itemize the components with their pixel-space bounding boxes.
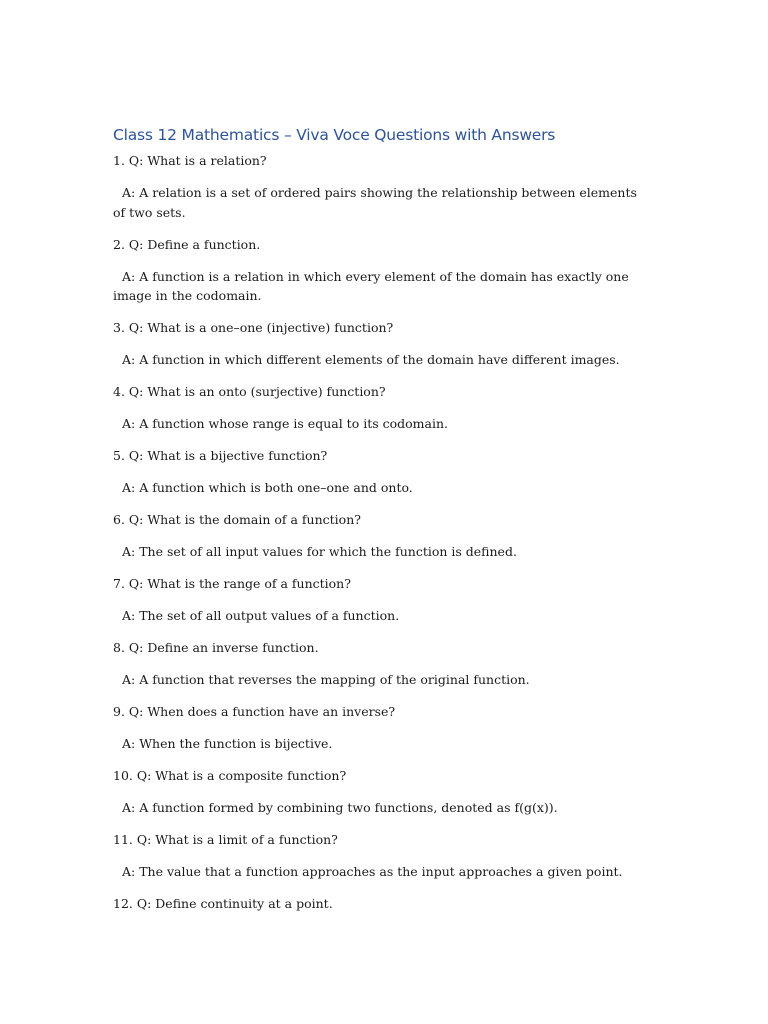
question-10: 10. Q: What is a composite function? [113,768,347,783]
question-3: 3. Q: What is a one–one (injective) function? [113,320,394,335]
answer-10: A: A function formed by combining two functions, denoted as f(g(x)). [122,800,558,815]
page-title: Class 12 Mathematics – Viva Voce Questions with Answers [113,126,556,144]
answer-1: A: A relation is a set of ordered pairs showing the relationship between elements of two sets. [113,185,637,220]
question-5: 5. Q: What is a bijective function? [113,448,328,463]
question-4: 4. Q: What is an onto (surjective) function? [113,384,386,399]
answer-4: A: A function whose range is equal to its codomain. [122,416,448,431]
answer-6: A: The set of all input values for which the function is defined. [122,544,517,559]
document-content [113,124,653,926]
question-2: 2. Q: Define a function. [113,236,261,252]
question-7: 7. Q: What is the range of a function? [113,576,351,591]
answer-3: A: A function in which different elements of the domain have different images. [122,352,620,367]
question-12: 12. Q: Define continuity at a point. [113,896,333,911]
question-8: 8. Q: Define an inverse function. [113,640,319,655]
question-6: 6. Q: What is the domain of a function? [113,512,361,527]
answer-8: A: A function that reverses the mapping of the original function. [122,672,530,687]
question-9: 9. Q: When does a function have an inverse? [113,704,396,719]
answer-7: A: The set of all output values of a function. [122,608,400,623]
answer-5: A: A function which is both one–one and onto. [122,480,413,495]
question-11: 11. Q: What is a limit of a function? [113,832,338,847]
answer-2: A: A function is a relation in which every element of the domain has exactly one image in the codomain. [113,268,629,303]
answer-9: A: When the function is bijective. [122,736,333,751]
answer-11: A: The value that a function approaches as the input approaches a given point. [122,864,623,879]
qa-list [113,151,653,914]
question-1: 1. Q: What is a relation? [113,153,267,168]
